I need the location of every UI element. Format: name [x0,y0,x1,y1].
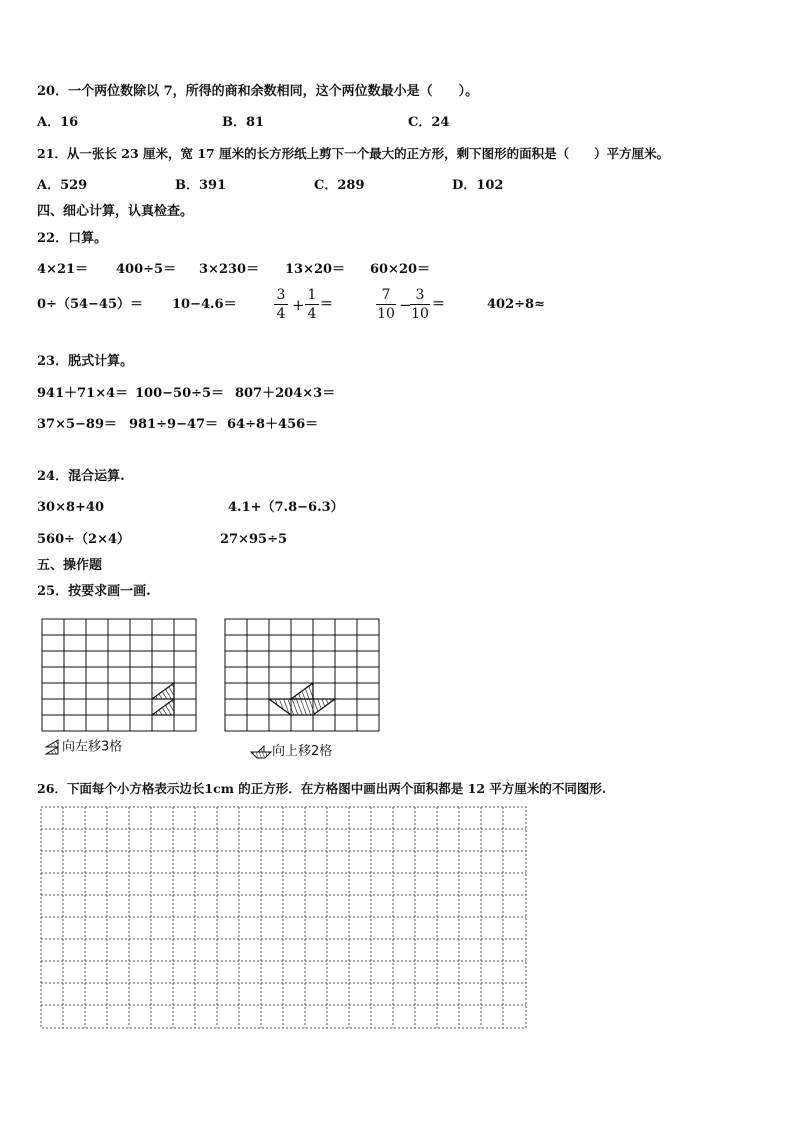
q22-item-4: 13×20＝ [285,262,346,277]
q24-item-2: 4.1+（7.8−6.3） [228,500,344,515]
q25-title: 25．按要求画一画. [37,584,151,599]
q22-title: 22．口算。 [37,231,108,246]
numerator: 1 [307,287,317,303]
q25-caption-left [44,739,122,756]
numerator: 3 [276,287,286,303]
q23-item-4: 37×5−89＝ [37,417,118,432]
section-5-heading: 五、操作题 [37,558,103,573]
q20-option-b: B．81 [222,115,265,130]
q20-option-c: C．24 [408,115,450,130]
q25-grid-left[interactable] [41,618,198,733]
shape-icon [250,745,272,759]
q23-item-3: 807＋204×3＝ [235,386,336,401]
caption-text: 向上移2格 [272,744,333,759]
q22-fraction-1b [305,287,319,322]
q22-minus-sign: − [399,296,412,314]
q22-item-6: 0÷（54−45）＝ [37,297,144,312]
shape-icon [44,739,62,755]
q22-fraction-1a [274,287,288,322]
numerator: 7 [381,287,391,303]
q23-item-5: 981÷9−47＝ [129,417,219,432]
shape-to-move-up [269,683,335,715]
section-4-heading: 四、细心计算，认真检查。 [37,204,194,219]
q23-item-1: 941＋71×4＝ [37,386,129,401]
fraction-bar [305,304,319,305]
q22-item-3: 3×230＝ [199,262,260,277]
shape-to-move-left [152,683,174,715]
q21-option-d: D．102 [452,178,504,193]
denominator: 4 [307,306,317,322]
q22-equals-1: ＝ [320,297,334,312]
q22-fraction-2b [410,287,430,322]
caption-text: 向左移3格 [62,739,123,755]
q20-stem: 20．一个两位数除以 7，所得的商和余数相同，这个两位数最小是（ ）。 [37,84,479,99]
q23-item-2: 100−50÷5＝ [135,386,225,401]
denominator: 4 [276,306,286,322]
denominator: 10 [377,306,395,322]
q25-caption-right [250,744,332,760]
denominator: 10 [411,306,429,322]
q24-title: 24．混合运算. [37,469,125,484]
q21-option-a: A．529 [37,178,88,193]
q22-item-10: 402÷8≈ [487,297,545,312]
q21-option-b: B．391 [175,178,227,193]
fraction-bar [376,304,396,305]
q23-title: 23．脱式计算。 [37,354,134,369]
numerator: 3 [415,287,425,303]
q22-equals-2: ＝ [432,297,446,312]
q22-fraction-2a [376,287,396,322]
q24-item-3: 560÷（2×4） [37,532,131,547]
fraction-bar [410,304,430,305]
q21-option-c: C．289 [314,178,365,193]
q24-item-4: 27×95÷5 [220,532,288,547]
q22-plus-sign: + [292,296,305,314]
q22-item-7: 10−4.6＝ [172,297,237,312]
q20-option-a: A．16 [37,115,79,130]
q26-stem: 26．下面每个小方格表示边长1cm 的正方形．在方格图中画出两个面积都是 12 平方厘米的不同图形. [37,781,607,796]
q23-item-6: 64÷8＋456＝ [227,417,319,432]
q26-dotted-grid[interactable] [40,806,528,1030]
q25-grid-right[interactable] [224,618,381,733]
q22-item-2: 400÷5＝ [116,262,177,277]
q24-item-1: 30×8+40 [37,500,105,515]
q22-item-5: 60×20＝ [370,262,431,277]
q21-stem: 21．从一张长 23 厘米，宽 17 厘米的长方形纸上剪下一个最大的正方形，剩下图形的面积是（ ）平方厘米。 [37,146,670,161]
fraction-bar [274,304,288,305]
q22-item-1: 4×21＝ [37,262,89,277]
